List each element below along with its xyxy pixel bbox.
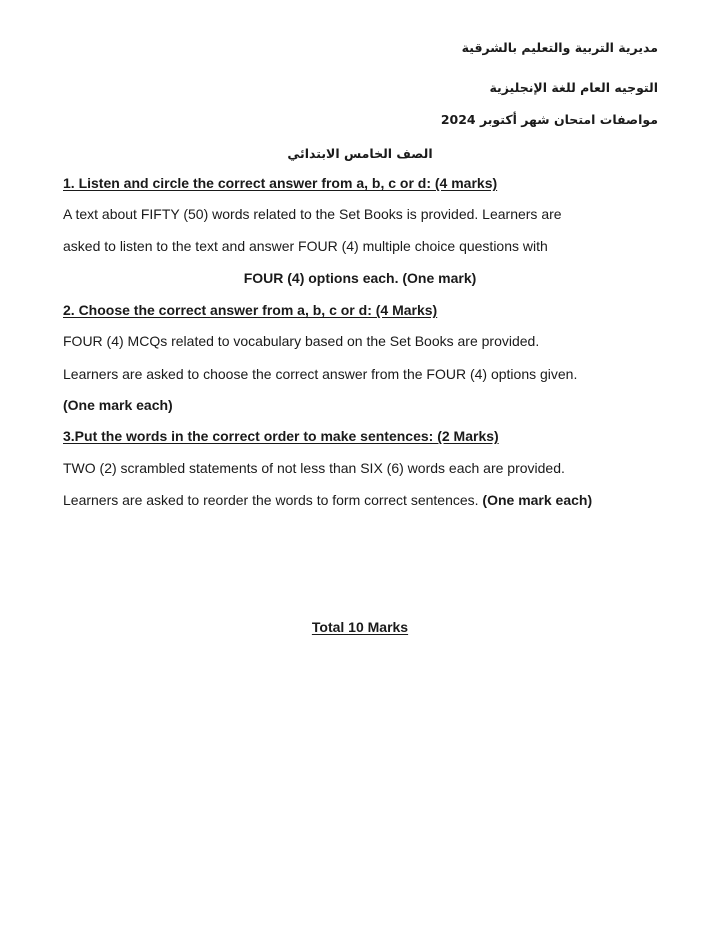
section-2-heading: 2. Choose the correct answer from a, b, c or d: (4 Marks) bbox=[63, 302, 438, 318]
section-3-line-2-text: Learners are asked to reorder the words to form correct sentences. bbox=[63, 492, 479, 508]
grade-title bbox=[0, 146, 720, 161]
grade-label: الصف الخامس الابتدائي bbox=[287, 146, 433, 161]
department-title: التوجيه العام للغة الإنجليزية bbox=[489, 80, 658, 95]
section-2-line-2: Learners are asked to choose the correct answer from the FOUR (4) options given. bbox=[63, 366, 578, 382]
section-3-line-2 bbox=[63, 492, 592, 508]
section-3-line-1: TWO (2) scrambled statements of not less than SIX (6) words each are provided. bbox=[63, 460, 565, 476]
section-3-heading: 3.Put the words in the correct order to make sentences: (2 Marks) bbox=[63, 428, 499, 444]
section-3-note: (One mark each) bbox=[482, 492, 593, 508]
section-1-line-2: asked to listen to the text and answer FOUR (4) multiple choice questions with bbox=[63, 238, 548, 254]
section-2-note: (One mark each) bbox=[63, 397, 173, 413]
section-1-line-1: A text about FIFTY (50) words related to the Set Books is provided. Learners are bbox=[63, 206, 562, 222]
total-marks: Total 10 Marks bbox=[311, 619, 409, 635]
section-2-line-1: FOUR (4) MCQs related to vocabulary based on the Set Books are provided. bbox=[63, 333, 540, 349]
section-1-note: FOUR (4) options each. (One mark) bbox=[243, 270, 477, 286]
spec-title: مواصفات امتحان شهر أكتوبر 2024 bbox=[440, 112, 658, 127]
directorate-title: مديرية التربية والتعليم بالشرقية bbox=[461, 40, 658, 55]
section-1-heading: 1. Listen and circle the correct answer from a, b, c or d: (4 marks) bbox=[63, 175, 498, 191]
